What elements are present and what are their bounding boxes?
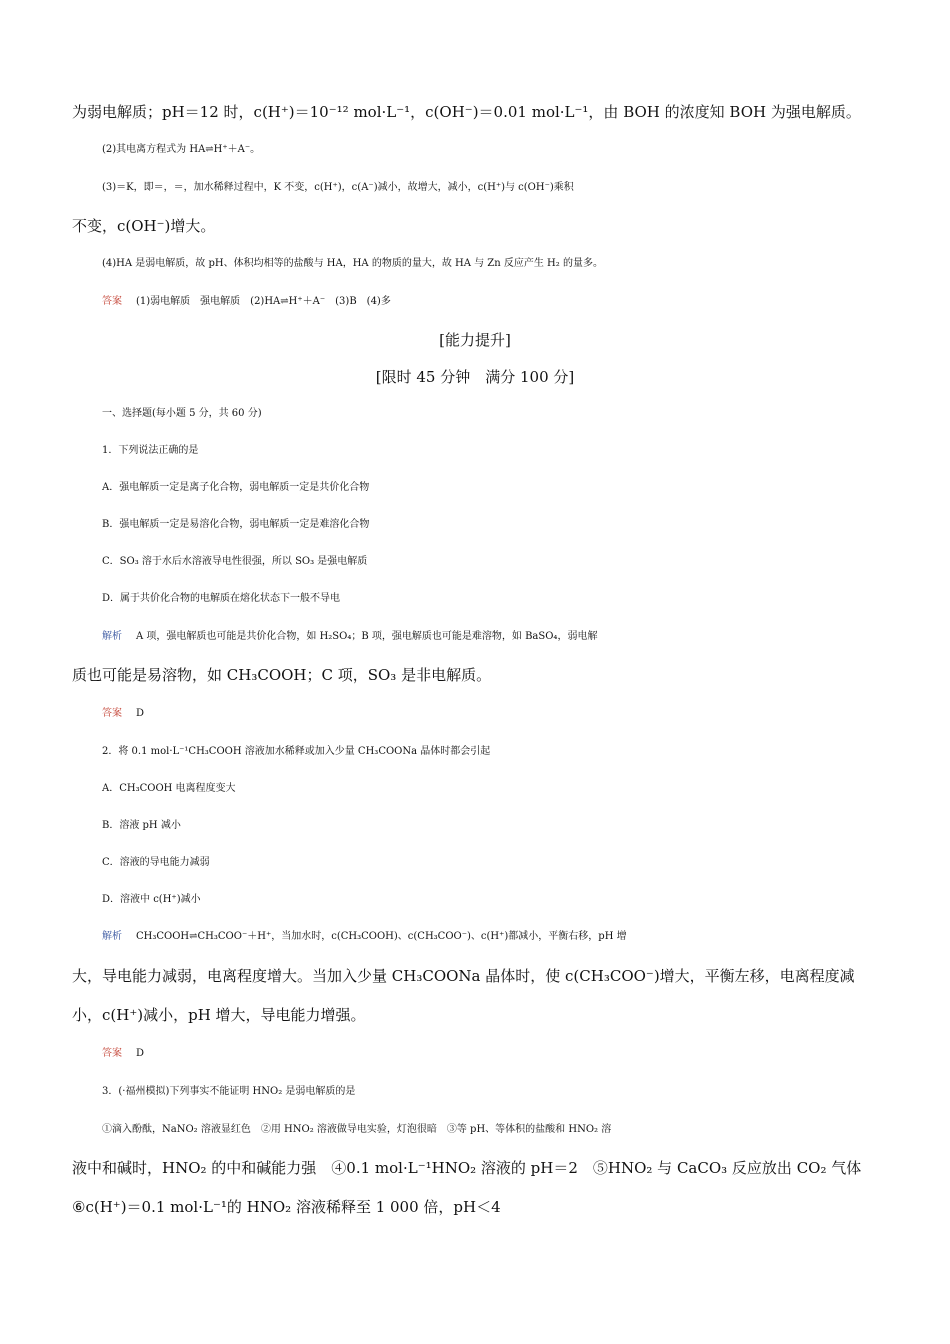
question-line: 1．下列说法正确的是 <box>102 445 199 456</box>
analysis-line: 解析 CH₃COOH⇌CH₃COO⁻＋H⁺，当加水时，c(CH₃COOH)、c(CH₃COO⁻)、c(H⁺)都减小，平衡右移，pH 增 <box>102 931 627 942</box>
option-line: B．强电解质一定是易溶化合物，弱电解质一定是难溶化合物 <box>102 519 370 530</box>
option-line: D．属于共价化合物的电解质在熔化状态下一般不导电 <box>102 593 341 604</box>
analysis-line: 解析 A 项，强电解质也可能是共价化合物，如 H₂SO₄；B 项，强电解质也可能是难溶物，如 BaSO₄，弱电解 <box>102 631 598 642</box>
text-line: (4)HA 是弱电解质，故 pH、体积均相等的盐酸与 HA，HA 的物质的量大，故 HA 与 Zn 反应产生 H₂ 的量多。 <box>102 258 603 269</box>
answer-line: 答案 (1)弱电解质 强电解质 (2)HA⇌H⁺＋A⁻ (3)B (4)多 <box>102 296 391 307</box>
text-line: 小，c(H⁺)减小，pH 增大，导电能力增强。 <box>72 1006 366 1024</box>
text-line: 一、选择题(每小题 5 分，共 60 分) <box>102 408 262 419</box>
analysis-label: 解析 <box>102 631 122 642</box>
answer-label: 答案 <box>102 708 122 719</box>
text-line: ①滴入酚酞，NaNO₂ 溶液显红色 ②用 HNO₂ 溶液做导电实验，灯泡很暗 ③等 pH、等体积的盐酸和 HNO₂ 溶 <box>102 1124 612 1135</box>
option-line: A．强电解质一定是离子化合物，弱电解质一定是共价化合物 <box>102 482 370 493</box>
text-line: 液中和碱时，HNO₂ 的中和碱能力强 ④0.1 mol·L⁻¹HNO₂ 溶液的 pH＝2 ⑤HNO₂ 与 CaCO₃ 反应放出 CO₂ 气体 <box>72 1159 862 1177</box>
option-line: C．SO₃ 溶于水后水溶液导电性很强，所以 SO₃ 是强电解质 <box>102 556 368 567</box>
text-line: 不变，c(OH⁻)增大。 <box>72 217 216 235</box>
answer-label: 答案 <box>102 1048 122 1059</box>
section-heading: [能力提升] <box>439 331 511 349</box>
text-line: (3)＝K，即＝，＝，加水稀释过程中，K 不变，c(H⁺)，c(A⁻)减小，故增大，减小，c(H⁺)与 c(OH⁻)乘积 <box>102 182 574 193</box>
text-line: 质也可能是易溶物，如 CH₃COOH；C 项，SO₃ 是非电解质。 <box>72 666 492 684</box>
text-line: 大，导电能力减弱，电离程度增大。当加入少量 CH₃COONa 晶体时，使 c(CH₃COO⁻)增大，平衡左移，电离程度减 <box>72 967 855 985</box>
answer-line: 答案 D <box>102 708 145 719</box>
text-line: 为弱电解质；pH＝12 时，c(H⁺)＝10⁻¹² mol·L⁻¹，c(OH⁻)＝0.01 mol·L⁻¹，由 BOH 的浓度知 BOH 为强电解质。 <box>72 103 861 121</box>
question-line: 3．(·福州模拟)下列事实不能证明 HNO₂ 是弱电解质的是 <box>102 1086 356 1097</box>
answer-label: 答案 <box>102 296 122 307</box>
option-line: C．溶液的导电能力减弱 <box>102 857 210 868</box>
option-line: D．溶液中 c(H⁺)减小 <box>102 894 201 905</box>
text-line: ⑥c(H⁺)＝0.1 mol·L⁻¹的 HNO₂ 溶液稀释至 1 000 倍，pH＜4 <box>72 1198 501 1216</box>
text-line: (2)其电离方程式为 HA⇌H⁺＋A⁻。 <box>102 144 261 155</box>
section-subheading: [限时 45 分钟 满分 100 分] <box>375 368 575 386</box>
option-line: B．溶液 pH 减小 <box>102 820 181 831</box>
analysis-label: 解析 <box>102 931 122 942</box>
option-line: A．CH₃COOH 电离程度变大 <box>102 783 236 794</box>
answer-line: 答案 D <box>102 1048 145 1059</box>
question-line: 2．将 0.1 mol·L⁻¹CH₃COOH 溶液加水稀释或加入少量 CH₃COONa 晶体时都会引起 <box>102 746 491 757</box>
